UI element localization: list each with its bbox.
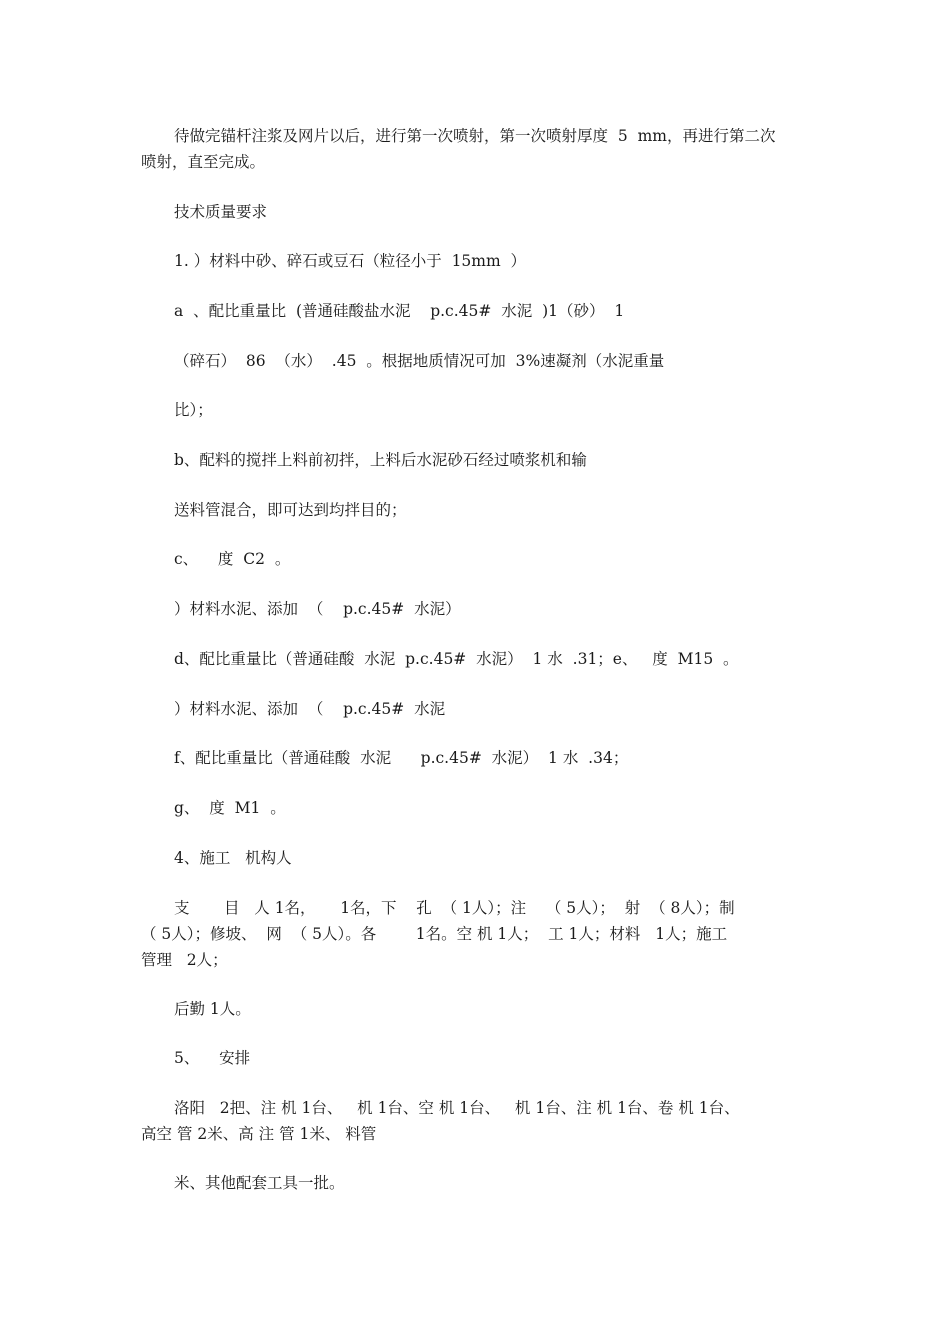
equipment-line-1: 洛阳 2把、注 机 1台、 机 1台、空 机 1台、 机 1台、注 机 1台、卷 机 1台、 (174, 1099, 740, 1117)
section-4-heading: 4、施工 机构人 (174, 849, 292, 867)
staff-line-3: 管理 2人； (141, 951, 228, 969)
item-b-line-1: b、配料的搅拌上料前初拌，上料后水泥砂石经过喷浆机和输 (174, 451, 587, 469)
staff-line-2: （ 5人）；修坡、 网 （ 5人）。各 1名。空 机 1人； 工 1人；材料 1人；施工 (141, 925, 728, 943)
item-1-materials: 1. ）材料中砂、碎石或豆石（粒径小于 15mm ） (174, 252, 527, 270)
equipment-line-2: 高空 管 2米、高 注 管 1米、 料管 (141, 1125, 377, 1143)
materials-cement-2: ）材料水泥、添加 （ p.c.45# 水泥 (174, 700, 446, 718)
item-g: g、 度 M1 。 (174, 799, 286, 817)
item-d: d、配比重量比（普通硅酸 水泥 p.c.45# 水泥） 1 水 .31；e、 度 M15 。 (174, 650, 739, 668)
equipment-line-3: 米、其他配套工具一批。 (174, 1174, 345, 1192)
materials-cement-1: ）材料水泥、添加 （ p.c.45# 水泥） (174, 600, 461, 618)
staff-line-4: 后勤 1人。 (174, 1000, 251, 1018)
section-heading-quality: 技术质量要求 (174, 203, 268, 221)
item-c: c、 度 C2 。 (174, 550, 291, 568)
paragraph-spraying-line-2: 喷射，直至完成。 (141, 153, 266, 171)
item-a-line-2: （碎石） 86 （水） .45 。根据地质情况可加 3%速凝剂（水泥重量 (174, 352, 665, 370)
item-f: f、配比重量比（普通硅酸 水泥 p.c.45# 水泥） 1 水 .34； (174, 749, 629, 767)
staff-line-1: 支 目 人 1名， 1名，下 孔 （ 1人）；注 （ 5人）； 射 （ 8人）；制 (174, 899, 735, 917)
item-b-line-2: 送料管混合，即可达到均拌目的； (174, 501, 407, 519)
item-a-line-3: 比）； (174, 401, 213, 419)
item-a-line-1: a 、配比重量比 (普通硅酸盐水泥 p.c.45# 水泥 )1（砂） 1 (174, 302, 625, 320)
section-5-heading: 5、 安排 (174, 1049, 251, 1067)
paragraph-spraying-line-1: 待做完锚杆注浆及网片以后，进行第一次喷射，第一次喷射厚度 5 mm，再进行第二次 (174, 127, 776, 145)
